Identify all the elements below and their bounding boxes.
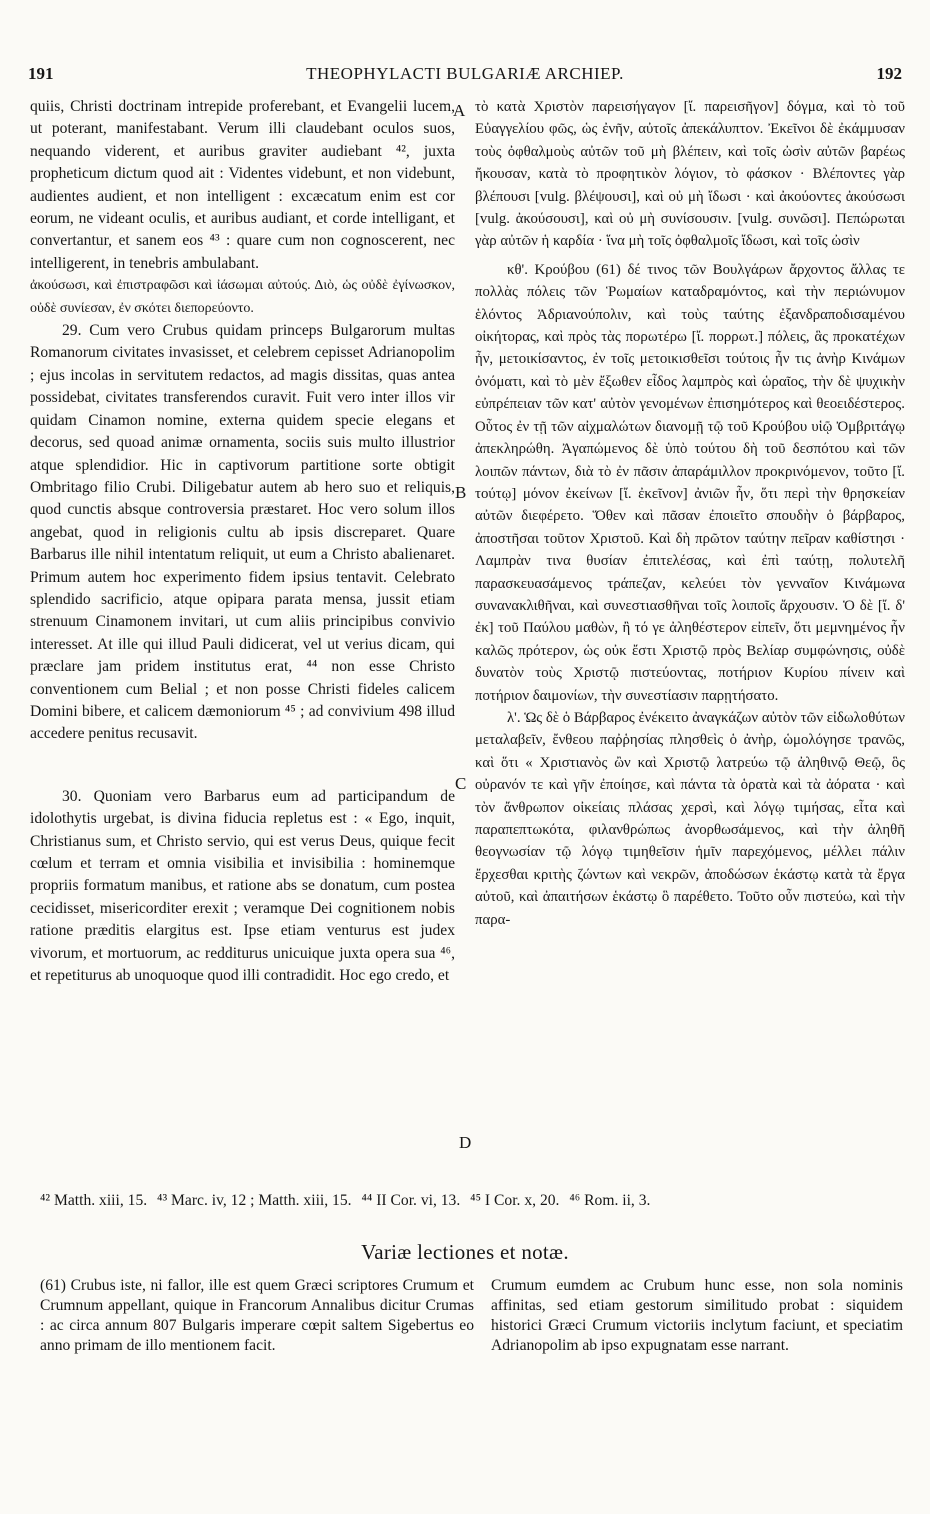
greek-paragraph-30: λ'. Ὡς δὲ ὁ Βάρβαρος ἐνέκειτο ἀναγκάζων αὐτὸν τῶν εἰδωλοθύτων μεταλαβεῖν, ἔνθεου παῤῥησίας πλησθεὶς ὁ ἀνὴρ, ὡμολόγησε τρανῶς, καὶ ὅτι « Χριστιανὸς ὢν καὶ Χριστῷ λατρεύω τῷ ἀληθινῷ Θεῷ, ὃς οὐρανόν τε καὶ γῆν ἐποίησε, καὶ πάντα τὰ ὁρατὰ καὶ τὰ ἀόρατα · καὶ τὸν ἄνθρωπον οἰκείαις πλάσας χερσὶ, καὶ λόγῳ τιμήσας, εἶτα καὶ παραπεπτωκότα, φιλανθρώπως ἀνορθωσάμενος, καὶ τὴν ἀληθῆ θεογνωσίαν τῷ λόγῳ τιμηθεῖσιν ἡμῖν παρεχόμενος, μέλλει πάλιν ἔρχεσθαι κριτὴς ζώντων καὶ νεκρῶν, ἀποδώσων ἑκάστῳ κατὰ τὰ ἔργα αὐτοῦ, καὶ ἀπαιτήσων ἑκάστῳ ὃ παρέθετο. Τοῦτο οὖν πιστεύω, καὶ τὴν παρα-	[475, 709, 905, 928]
latin-paragraph-intro: quiis, Christi doctrinam intrepide proferebant, et Evangelii lucem, ut poterant, manifestabant. Verum illi claudebant oculos suos, nequando viderent, et auribus graviter audiebant ⁴², juxta propheticum dictum quod ait : Videntes videbunt, et non videbunt, audientes audient, et non intelligent : excæcatum enim est cor eorum, ne videant oculis, et auribus audiant, et corde intelligant, et convertantur, et sanem eos ⁴³ : quare cum non cognoscerent, nec intelligerent, in tenebris ambulabant.	[30, 98, 455, 272]
note-61-continuation: Crumum eumdem ac Crubum hunc esse, non sola nominis affinitas, sed etiam gestorum similitudo probat : siquidem historici Græci Crumum victoriis inclytum faciunt, et speciatim Adrianopolim ab ipso expugnatam esse narrant.	[491, 1277, 903, 1354]
margin-marker-b: B	[455, 483, 467, 502]
footnote-46: ⁴⁶ Rom. ii, 3.	[569, 1192, 651, 1209]
greek-column	[475, 96, 905, 931]
running-title: THEOPHYLACTI BULGARIÆ ARCHIEP.	[306, 64, 624, 83]
footnote-42: ⁴² Matth. xiii, 15.	[40, 1192, 148, 1209]
right-page-number: 192	[876, 64, 902, 83]
footnote-45: ⁴⁵ I Cor. x, 20.	[470, 1192, 560, 1209]
margin-marker-d: D	[459, 1133, 472, 1152]
greek-paragraph-intro: τὸ κατὰ Χριστὸν παρεισήγαγον [ἴ. παρεισῆγον] δόγμα, καὶ τὸ τοῦ Εὐαγγελίου φῶς, ὡς ἐνῆν, αὐτοῖς ἀπεκάλυπτον. Ἐκεῖνοι δὲ ἐκάμμυσαν τοὺς ὀφθαλμοὺς αὐτῶν τοῦ μὴ βλέπειν, καὶ τοῖς ὠσὶν αὐτῶν βαρέως ἤκουσαν, κατὰ τὸ προφητικὸν λόγιον, τὸ φάσκον · Βλέποντες γὰρ βλέπουσι [vulg. βλέψουσι], καὶ οὐ μὴ ἴδωσι · καὶ ἀκούοντες ἀκούσωσι [vulg. ἀκούσουσι], καὶ οὐ μὴ συνίσουσιν. [vulg. συνῶσι]. Πεπώρωται γὰρ αὐτῶν ἡ καρδία · ἵνα μὴ τοῖς ὀφθαλμοῖς ἴδωσι, καὶ τοῖς ὠσὶν	[475, 99, 905, 250]
note-61-text: (61) Crubus iste, ni fallor, ille est quem Græci scriptores Crumum et Crumnum appellant, quique in Francorum Annalibus dicitur Crumas : ac circa annum 807 Bulgaris imperare cœpit saltem Sigebertus eo anno primam de illo mentionem facit.	[40, 1277, 474, 1354]
latin-paragraph-30: 30. Quoniam vero Barbarus eum ad participandum de idolothytis urgebat, is divina fiducia repletus est : « Ego, inquit, Christianus sum, et Christo servio, qui est verus Deus, quique fecit cœlum et terram et omnia visibilia et invisibilia : hominemque propriis formatum manibus, et ratione abs se donatum, cum postea cecidisset, misericorditer erexit ; veramque Dei cognitionem nobis ratione præditis elargitus est. Ipse etiam venturus est judex vivorum, et mortuorum, ac redditurus unicuique juxta opera sua ⁴⁶, et repetiturus ab unoquoque quod illi contradidit. Hoc ego credo, et	[30, 787, 455, 985]
greek-paragraph-29: κθ'. Κρούβου (61) δέ τινος τῶν Βουλγάρων ἄρχοντος ἄλλας τε πολλὰς πόλεις τῶν Ῥωμαίων καταδραμόντος, καὶ τὴν περιώνυμον ἑλόντος Ἀδριανούπολιν, καὶ τοὺς ταύτης ἐξανδραποδισαμένου οἰκήτορας, καὶ πρὸς τὰς πορωτέρω [ἴ. πορρωτ.] πόλεις, ἃς προκατέχων ἦν, μετοικίσαντος, ἐν τοῖς μετοικισθεῖσι τούτοις ἦν τις ἀνὴρ Κινάμων ὀνόματι, καὶ τὸ μὲν ἔξωθεν εἶδος λαμπρὸς καὶ ὡραῖος, τὴν δὲ ψυχικὴν εὐπρέπειαν τῶν κατ' αὐτὸν γενομένων ἐπισημότερος καὶ θεοειδέστερος. Οὗτος ἐν τῇ τῶν αἰχμαλώτων διανομῇ τῷ τοῦ Κρούβου υἱῷ Ὀμβριτάγῳ ἀπεκληρώθη. Ἀγαπώμενος δὲ ὑπὸ τούτου δὴ τοῦ δεσπότου καὶ τῶν λοιπῶν πάντων, διὰ τὸ ἐν πᾶσιν ἀπαράμιλλον προκρινόμενον, τοῦτο [ἴ. τούτῳ] μόνον ἐκείνων [ἴ. ἐκεῖνον] ἀνιῶν ἦν, ὅτι περὶ τὴν θρησκείαν αὐτῶν διεφέρετο. Ὅθεν καὶ πᾶσαν ἐποιεῖτο σπουδὴν ὁ βάρβαρος, ἀποστῆσαι τοῦτον Χριστοῦ. Καὶ δὴ πρῶτον ταύτην πεῖραν καθίστησι · Λαμπρὰν τινα θυσίαν ἐπιτελέσας, καὶ ἐπὶ ταύτῃ, πολυτελῆ παρασκευασάμενος τράπεζαν, κελεύει τὸν γενναῖον Κινάμωνα συνανακλιθῆναι, καὶ συνεστιασθῆναι τοῖς λοιποῖς ἄρχουσιν. Ὁ δὲ [ἴ. δ' ἐκ] τοῦ Παύλου μαθὼν, ἢ τό γε ἀληθέστερον εἰπεῖν, ὅτι μεμνημένος ἦν καλῶς πρότερον, ὡς οὐκ ἔστι Χριστῷ πρὸς Βελίαρ συμφώνησις, οὐδὲ δυνατὸν τοὺς Χριστῷ πιστεύοντας, ποτήριον Κυρίου πίνειν καὶ ποτήριον δαιμονίων, τὴν συνεστίασιν παρῃτήσατο.	[475, 261, 905, 704]
notes-section-title: Variæ lectiones et notæ.	[361, 1240, 569, 1264]
latin-paragraph-29: 29. Cum vero Crubus quidam princeps Bulgarorum multas Romanorum civitates invasisset, et celebrem cepisset Adrianopolim ; ejus incolas in servitutem redactos, ad magis dissitas, quas antea possidebat, civitates transferendos curavit. Fuit vero inter illos vir quidam Cinamon nomine, externa quidem specie elegans et decorus, sed quoad animæ ornamenta, sociis suis multo illustrior atque splendidior. Hic in captivorum partitione sorte obtigit Ombritago filio Crubi. Diligebatur autem ab hero suo et reliquis, quod cunctis absque controversia præstaret. Hoc vero solum illos angebat, quod in religionis cultu ab ipsis discreparet. Quare Barbarus ille nihil intentatum reliquit, ut eum a Christo abalienaret. Primum autem hoc experimento fidem ipsius tentavit. Celebrato splendido sacrificio, atque opipara parata mensa, jussit etiam strenuum Cinamonem invitari, ut cum aliis principibus convivio interesset. At ille qui illud Pauli didicerat, vel ut verius dicam, qui præclare jam pridem institutus erat, ⁴⁴ non esse Christo conventionem cum Belial ; et non posse Christi fideles calicem Domini bibere, et calicem dæmoniorum ⁴⁵ ; ad convivium 498 illud accedere penitus recusavit.	[30, 322, 455, 743]
latin-column	[30, 96, 455, 987]
footnote-43: ⁴³ Marc. iv, 12 ; Matth. xiii, 15.	[157, 1192, 352, 1209]
note-61-right	[491, 1276, 903, 1356]
left-page-number: 191	[28, 64, 54, 83]
running-header	[28, 64, 902, 88]
note-61-left	[40, 1276, 474, 1356]
latin-column-greek-carryover: ἀκούσωσι, καὶ ἐπιστραφῶσι καὶ ἰάσωμαι αὐτούς. Διὸ, ὡς οὐδὲ ἐγίνωσκον, οὐδὲ συνίεσαν, ἐν σκότει διεπορεύοντο.	[30, 278, 455, 316]
footnotes	[40, 1190, 902, 1212]
margin-marker-c: C	[455, 774, 467, 793]
margin-marker-a: A	[453, 101, 466, 120]
footnote-44: ⁴⁴ II Cor. vi, 13.	[361, 1192, 461, 1209]
